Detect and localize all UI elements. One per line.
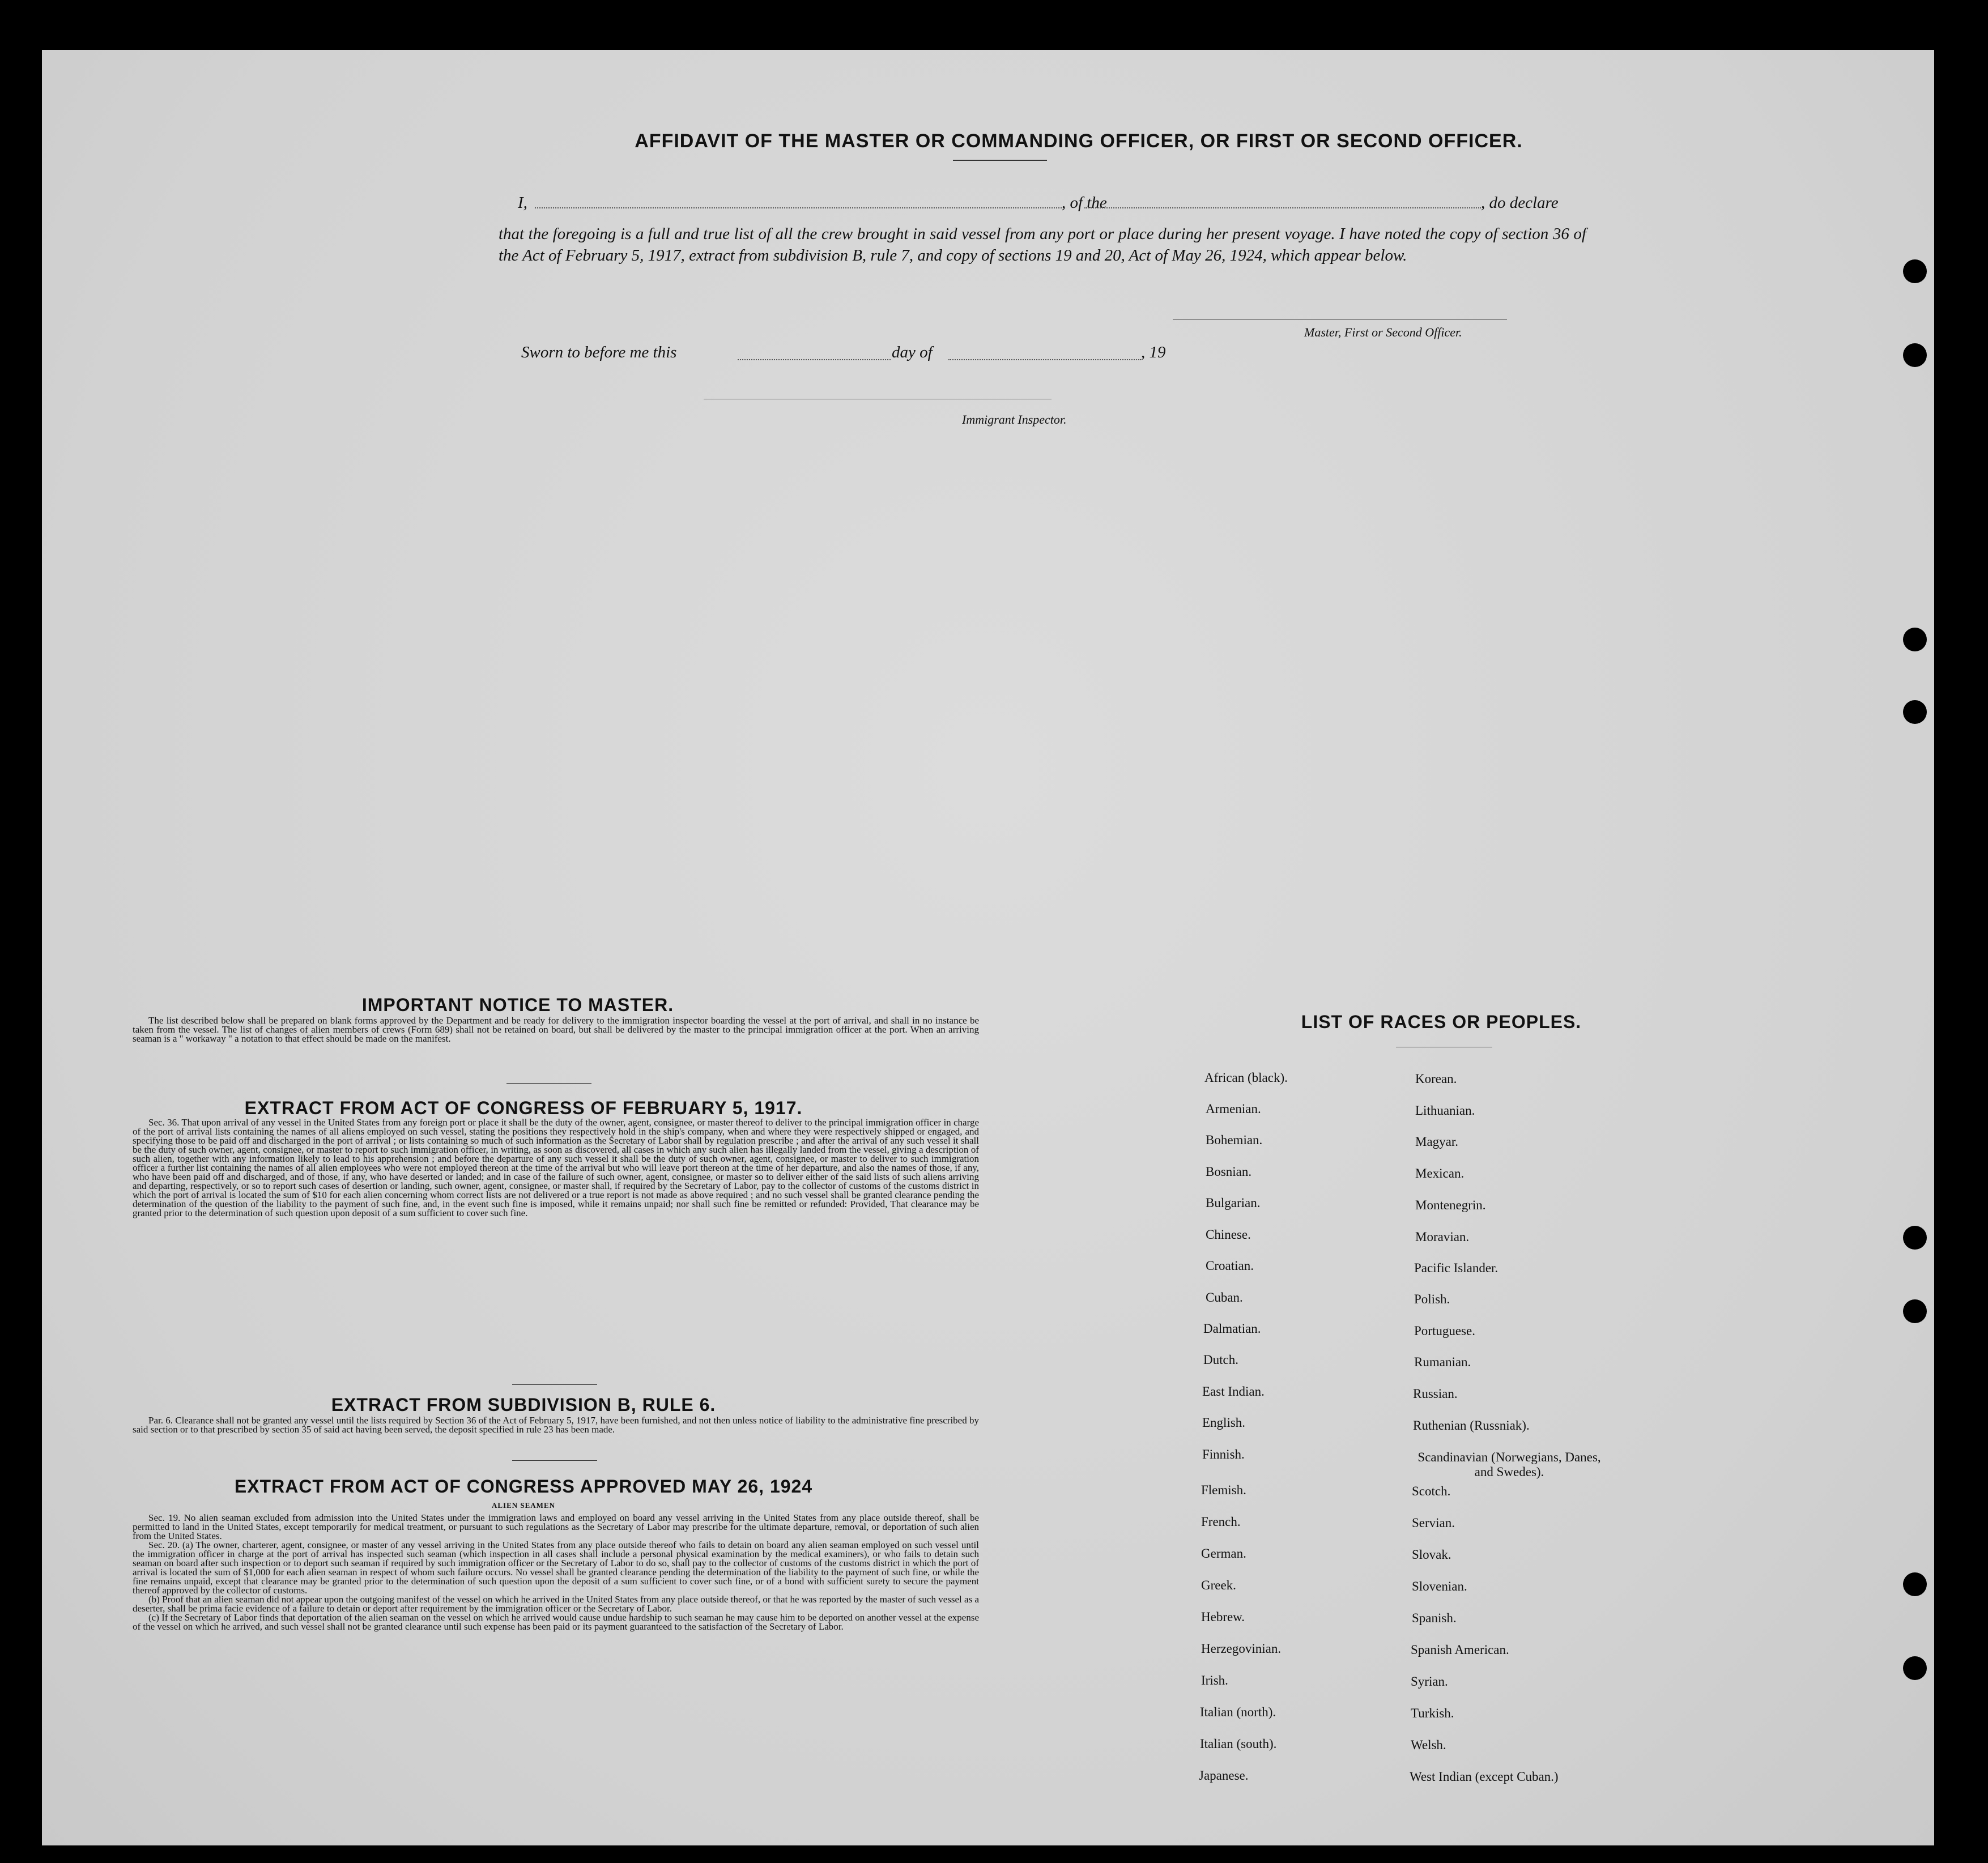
binder-hole (1903, 700, 1927, 724)
race-item: Slovak. (1412, 1547, 1451, 1562)
race-item: Croatian. (1206, 1259, 1254, 1273)
section-rule (506, 1083, 591, 1084)
race-item: French. (1201, 1515, 1241, 1529)
sec20b-paragraph: (b) Proof that an alien seaman did not appear upon the outgoing manifest of the vessel on which he arrived in the United States from any place outside thereof, or that he was reported by the master of such vessel as a deserter, shall be prima facie evidence of a failure to detain or deport after requirement by the immigration officer or the Secretary of Labor. (133, 1594, 979, 1614)
race-item: Scotch. (1412, 1484, 1451, 1498)
race-item: Cuban. (1206, 1290, 1243, 1304)
extract-1917-paragraph: Sec. 36. That upon arrival of any vessel in the United States from any foreign port or place it shall be the duty of the owner, agent, consignee, or master thereof to deliver to the principal immigration officer in charge of the port of arrival lists containing the names of all aliens employed on such vessel, stating the positions they respectively hold in the ship's company, when and where they were respectively shipped or engaged, and specifying those to be paid off and discharged in the port of arrival ; or lists containing so much of such information as the Secretary of Labor shall by regulation prescribe ; and after the arrival of any such vessel it shall be the duty of such owner, agent, consignee, or master to report to such immigration officer, in writing, as soon as discovered, all cases in which any such alien has illegally landed from the vessel, giving a description of such alien, together with any information likely to lead to his apprehension ; and before the departure of any such vessel it shall be the duty of such owner, agent, consignee, or master to deliver to such immigration officer a further list containing the names of all alien employees who were not employed thereon at the time of the arrival but who will leave port thereon at the time of her departure, and also the names of those, if any, who have been paid off and discharged, and of those, if any, who have deserted or landed; and in case of the failure of such owner, agent, consignee, or master so to deliver either of the said lists of such aliens arriving and departing, respectively, or so to report such cases of desertion or landing, such owner, agent, consignee, or master shall, if required by the Secretary of Labor, pay to the collector of customs of the customs district in which the port of arrival is located the sum of $10 for each alien concerning whom correct lists are not delivered or a true report is not made as above required ; and no such vessel shall be granted clearance pending the determination of the question of the liability to the payment of such fine, and, in the event such fine is imposed, while it remains unpaid; nor shall such fine be remitted or refunded: Provided, That clearance may be granted prior to the determination of such question upon deposit of a sum sufficient to cover such fine. (133, 1117, 979, 1218)
extract-1917-title: EXTRACT FROM ACT OF CONGRESS OF FEBRUARY 5, 1917. (244, 1098, 803, 1118)
race-item: German. (1201, 1546, 1246, 1561)
sec20a-paragraph: Sec. 20. (a) The owner, charterer, agent, consignee, or master of any vessel arriving in the United States from any place outside thereof who fails to detain on board any alien seaman employed on such vessel until the immigration officer in charge at the port of arrival has inspected such seaman (which inspection in all cases shall include a personal physical examination by the medical examiners), or who fails to detain such seaman on board after such inspection or to deport such seaman if required by such immigration officer or the Secretary of Labor to do so, shall pay to the collector of customs of the customs district in which the port of arrival is located the sum of $1,000 for each alien seaman in respect of whom such failure occurs. No vessel shall be granted clearance pending the determination of the liability to the payment of such fine, or while the fine remains unpaid, except that clearance may be granted prior to the determination of such question upon the deposit of a sum sufficient to cover such fine, or of a bond with sufficient surety to secure the payment thereof approved by the collector of customs. (133, 1540, 979, 1596)
race-item: Spanish. (1412, 1611, 1457, 1625)
race-item: Dutch. (1203, 1353, 1238, 1367)
notice-paragraph: The list described below shall be prepared on blank forms approved by the Department and be ready for delivery to the immigration inspector boarding the vessel at the port of arrival, and shall in no instance be taken from the vessel. The list of changes of alien members of crews (Form 689) shall not be retained on board, but shall be delivered by the master to the principal immigration officer at the port. When an arriving seaman is a " workaway " a notation to that effect should be made on the manifest. (133, 1015, 979, 1044)
race-item: Bohemian. (1206, 1133, 1263, 1147)
race-item: Japanese. (1199, 1768, 1249, 1783)
binder-hole (1903, 628, 1927, 651)
race-item: Chinese. (1206, 1227, 1251, 1242)
race-item: East Indian. (1202, 1384, 1265, 1399)
race-item: Ruthenian (Russniak). (1413, 1418, 1530, 1433)
title-rule (953, 160, 1047, 161)
extract-1924-text (133, 1514, 979, 1631)
race-item: Italian (south). (1200, 1737, 1277, 1751)
race-item: Lithuanian. (1415, 1103, 1475, 1118)
race-item: Italian (north). (1200, 1705, 1276, 1719)
race-item: Welsh. (1411, 1738, 1446, 1752)
sec20c-paragraph: (c) If the Secretary of Labor finds that deportation of the alien seaman on the vessel on which he arrived would cause undue hardship to such seaman he may cause him to be deported on another vessel at the expense of the vessel on which he arrived, and such vessel shall not be granted clearance until such expense has been paid or its payment guaranteed to the satisfaction of the Secretary of Labor. (133, 1612, 979, 1632)
race-item: Spanish American. (1411, 1643, 1509, 1657)
master-signature-line[interactable] (1173, 319, 1507, 320)
race-item: Slovenian. (1412, 1579, 1467, 1593)
extract-1917-text (133, 1118, 979, 1218)
master-signature-label: Master, First or Second Officer. (1304, 325, 1462, 339)
affidavit-of-the-label: , of the (1062, 194, 1107, 212)
race-item: English. (1202, 1416, 1246, 1430)
race-item: Herzegovinian. (1201, 1642, 1282, 1656)
extract-rule6-paragraph: Par. 6. Clearance shall not be granted any vessel until the lists required by Section 36 of the Act of February 5, 1917, have been furnished, and not then unless notice of liability to the administrative fine prescribed by said section or to that prescribed by section 35 of said act having been served, the deposit specified in rule 23 has been made. (133, 1415, 979, 1435)
race-item: Finnish. (1202, 1447, 1245, 1461)
race-item: Moravian. (1415, 1230, 1470, 1244)
name-field[interactable] (535, 207, 1062, 208)
race-item: Servian. (1412, 1516, 1455, 1530)
affidavit-body: that the foregoing is a full and true list of all the crew brought in said vessel from any port or place during her present voyage. I have noted the copy of section 36 of the Act of February 5, 1917, extract from subdivision B, rule 7, and copy of sections 19 and 20, Act of May 26, 1924, which appear below. (499, 225, 1586, 265)
extract-1924-title: EXTRACT FROM ACT OF CONGRESS APPROVED MAY 26, 1924 (234, 1476, 813, 1497)
race-item: Rumanian. (1414, 1355, 1471, 1369)
race-item: Magyar. (1415, 1135, 1459, 1149)
extract-rule6-title: EXTRACT FROM SUBDIVISION B, RULE 6. (331, 1395, 716, 1415)
section-rule (512, 1384, 597, 1385)
sworn-label: Sworn to before me this (521, 343, 677, 361)
race-item: Syrian. (1411, 1674, 1448, 1689)
race-item: Bulgarian. (1206, 1196, 1261, 1210)
vessel-field[interactable] (1084, 207, 1481, 208)
races-title: LIST OF RACES OR PEOPLES. (1301, 1012, 1582, 1032)
race-item: Mexican. (1415, 1166, 1465, 1180)
extract-rule6-text (133, 1416, 979, 1434)
extract-1924-subtitle: ALIEN SEAMEN (491, 1501, 556, 1510)
race-item: Flemish. (1201, 1483, 1246, 1497)
affidavit-i-label: I, (518, 194, 527, 212)
binder-hole (1903, 1299, 1927, 1323)
race-item: Korean. (1415, 1072, 1457, 1086)
sec19-paragraph: Sec. 19. No alien seaman excluded from admission into the United States under the immigration laws and employed on board any vessel arriving in the United States from any place outside thereof, shall be permitted to land in the United States, except temporarily for medical treatment, or pursuant to such regulations as the Secretary of Labor may prescribe for the ultimate departure, removal, or deportation of such alien from the United States. (133, 1512, 979, 1541)
race-item: Montenegrin. (1415, 1198, 1486, 1212)
notice-text (133, 1016, 979, 1043)
race-item: Bosnian. (1206, 1165, 1252, 1179)
day-of-label: day of (892, 343, 933, 361)
race-item: Greek. (1201, 1578, 1236, 1592)
race-item: Polish. (1414, 1292, 1450, 1306)
year-label: , 19 (1141, 343, 1166, 361)
race-item: Turkish. (1411, 1706, 1454, 1720)
notice-title: IMPORTANT NOTICE TO MASTER. (361, 995, 674, 1015)
section-rule (512, 1460, 597, 1461)
race-item: Armenian. (1206, 1102, 1261, 1116)
sworn-day-field[interactable] (738, 359, 891, 360)
binder-hole (1903, 1656, 1927, 1680)
race-item: Dalmatian. (1203, 1321, 1261, 1336)
binder-hole (1903, 343, 1927, 367)
race-item: Scandinavian (Norwegians, Danes, and Swedes). (1417, 1450, 1601, 1479)
binder-hole (1903, 1226, 1927, 1250)
race-item: West Indian (except Cuban.) (1410, 1770, 1559, 1784)
race-item: Hebrew. (1201, 1610, 1245, 1624)
race-item: Russian. (1413, 1387, 1458, 1401)
binder-hole (1903, 259, 1927, 283)
race-item: African (black). (1204, 1071, 1288, 1085)
affidavit-title: AFFIDAVIT OF THE MASTER OR COMMANDING OFFICER, OR FIRST OR SECOND OFFICER. (635, 130, 1523, 152)
race-item: Pacific Islander. (1414, 1261, 1499, 1275)
affidavit-declare-label: , do declare (1481, 194, 1559, 212)
document-page (42, 50, 1934, 1845)
sworn-month-field[interactable] (948, 359, 1141, 360)
inspector-label: Immigrant Inspector. (962, 412, 1067, 427)
race-item: Irish. (1201, 1673, 1228, 1687)
race-item: Portuguese. (1414, 1324, 1475, 1338)
binder-hole (1903, 1572, 1927, 1596)
